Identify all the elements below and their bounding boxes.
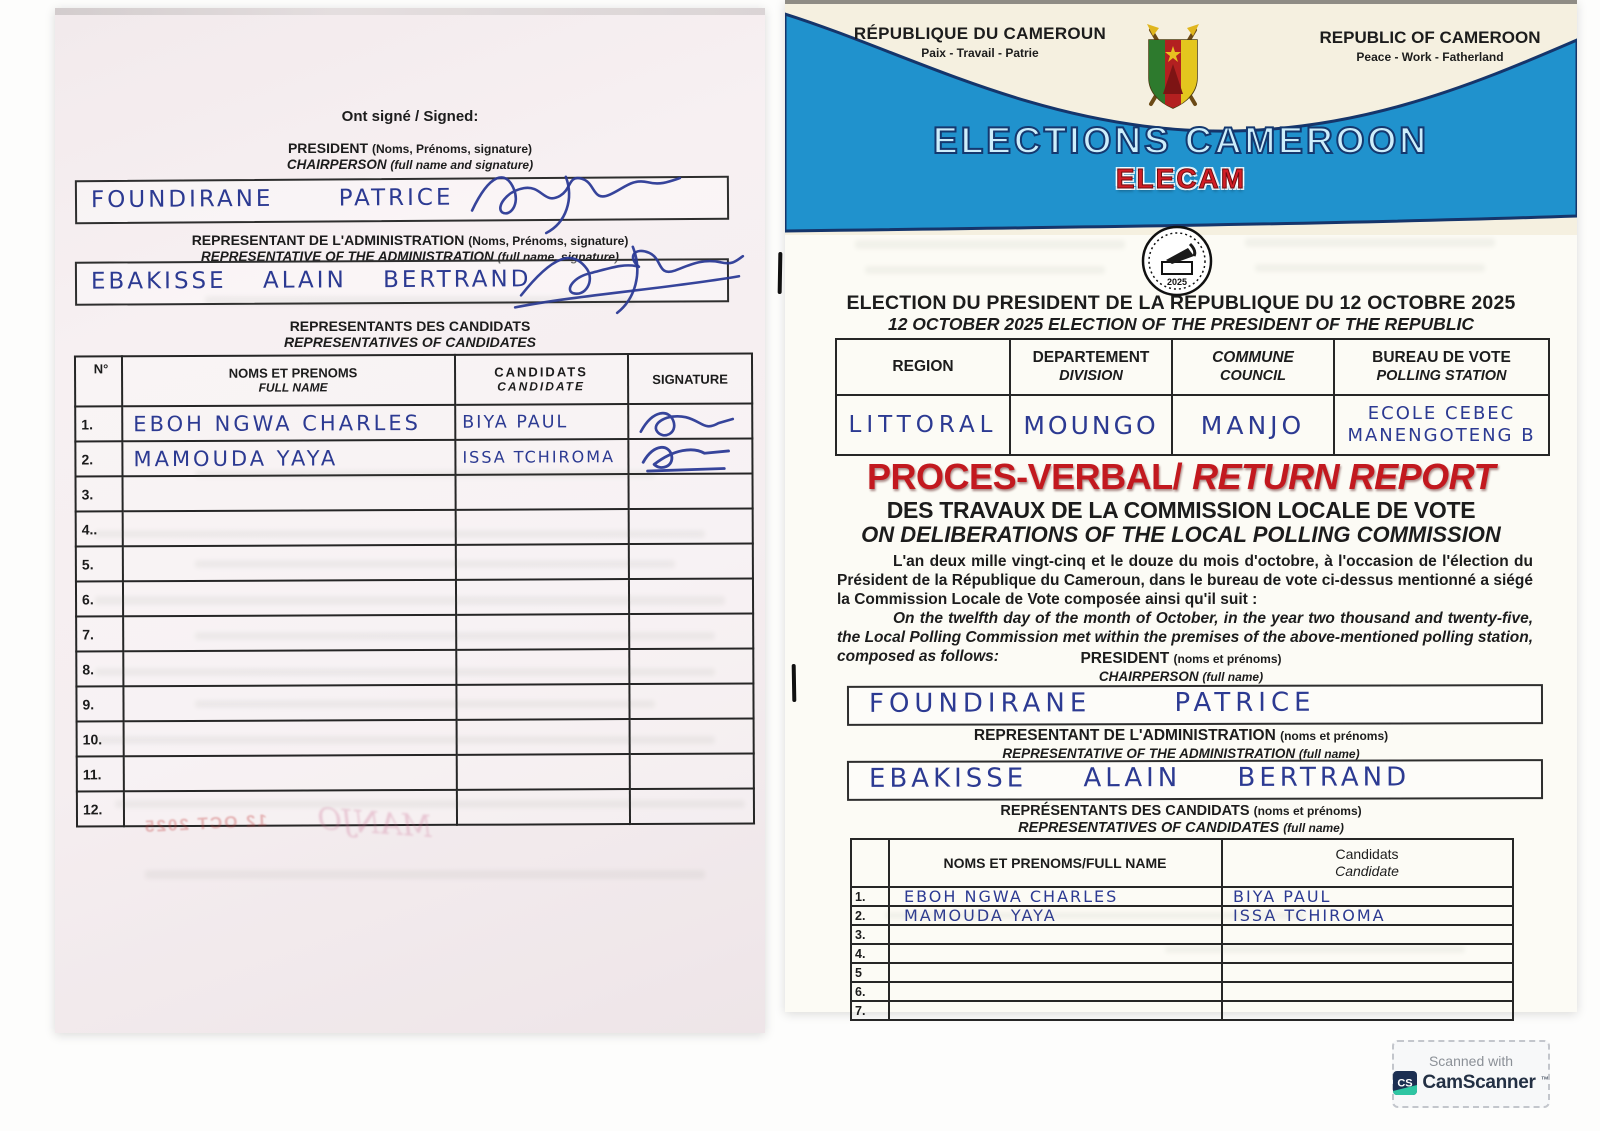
binder-mark xyxy=(792,664,797,702)
row-name xyxy=(124,755,457,791)
trademark-symbol: ™ xyxy=(1540,1074,1549,1084)
row-name: MAMOUDA YAYA xyxy=(122,440,455,476)
administration-name-box xyxy=(847,759,1543,801)
polling-station-value xyxy=(1334,395,1549,455)
camscanner-icon-text: CS xyxy=(1397,1077,1414,1090)
header-candidate xyxy=(1222,839,1513,887)
representatives-title-en: REPRESENTATIVES OF CANDIDATES xyxy=(1018,820,1280,836)
header-candidate-en: Candidate xyxy=(1335,863,1399,879)
table-row xyxy=(851,1001,1513,1020)
representatives-table xyxy=(850,838,1514,1021)
president-label-en: CHAIRPERSON xyxy=(1098,669,1199,684)
election-title-fr: ELECTION DU PRESIDENT DE LA REPUBLIQUE DU 12 OCTOBRE 2025 xyxy=(846,292,1516,314)
president-signature-icon xyxy=(462,154,693,241)
camscanner-caption: Scanned with xyxy=(1428,1053,1514,1069)
administration-paren-en: (full name) xyxy=(1298,747,1360,761)
report-title-en: RETURN REPORT xyxy=(1192,456,1495,497)
header-name-en: FULL NAME xyxy=(258,380,328,395)
row-candidate xyxy=(456,684,629,720)
header-region xyxy=(836,339,1010,395)
row-num: 11. xyxy=(77,756,124,791)
row-candidate xyxy=(456,579,629,615)
row-num: 3. xyxy=(76,476,123,511)
row-candidate xyxy=(1222,982,1513,1001)
header-candidate-fr: Candidats xyxy=(1335,846,1399,862)
row-candidate xyxy=(456,614,629,650)
table-row xyxy=(851,925,1513,944)
header-num xyxy=(851,839,889,887)
polling-station-line1: ECOLE CEBEC xyxy=(1367,403,1516,424)
bleed-through-date-stamp: 12 OCT 2025 xyxy=(142,810,268,837)
row-num: 6. xyxy=(76,581,123,616)
row-signature-cell xyxy=(629,649,753,685)
left-page-signatures xyxy=(55,8,765,1033)
row-candidate xyxy=(457,789,630,825)
header-division xyxy=(1010,339,1172,395)
row-name xyxy=(123,650,456,686)
table-row xyxy=(851,963,1513,982)
table-row xyxy=(75,439,752,477)
elections-cameroon-title: ELECTIONS CAMEROON xyxy=(933,120,1429,161)
row-name xyxy=(123,580,456,616)
row-num: 6. xyxy=(851,982,889,1001)
table-header-row xyxy=(75,354,752,407)
preamble-fr: L'an deux mille vingt-cinq et le douze du mois d'octobre, à l'occasion de l'élection du Président de la République du Cameroun, dans le bureau de vote ci-dessus mentionné a siégé la Commission Locale de Vote composée ainsi qu'il suit : xyxy=(837,553,1533,608)
president-label-fr: PRESIDENT xyxy=(1080,650,1170,667)
row-candidate xyxy=(457,754,630,790)
row-name xyxy=(123,475,456,511)
table-row xyxy=(851,887,1513,906)
logo-year: 2025 xyxy=(1166,277,1188,287)
table-row xyxy=(76,684,753,722)
row-name xyxy=(889,963,1222,982)
council-value: MANJO xyxy=(1200,410,1306,440)
republic-motto-fr: Paix - Travail - Patrie xyxy=(921,46,1039,60)
row-candidate xyxy=(455,474,628,510)
table-row xyxy=(76,649,753,687)
election-title-en: 12 OCTOBER 2025 ELECTION OF THE PRESIDENT OF THE REPUBLIC xyxy=(887,314,1475,334)
representatives-title-block xyxy=(785,803,1577,837)
preamble-en: On the twelfth day of the month of October, in the year two thousand and twenty-five, the Local Polling Commission met within the premises of the above-mentioned polling station, composed as follows: xyxy=(837,610,1533,665)
administration-paren-fr: (noms et prénoms) xyxy=(1280,729,1389,743)
president-name-box xyxy=(75,176,729,225)
location-table xyxy=(835,338,1550,456)
administration-label-en: REPRESENTATIVE OF THE ADMINISTRATION xyxy=(201,249,494,264)
table-row xyxy=(76,579,753,617)
row-name xyxy=(889,982,1222,1001)
representatives-paren-fr: (noms et prénoms) xyxy=(1253,804,1362,818)
table-row xyxy=(76,509,753,547)
report-subtitle-fr: DES TRAVAUX DE LA COMMISSION LOCALE DE VOTE xyxy=(886,497,1476,523)
row-name xyxy=(123,545,456,581)
header-council xyxy=(1172,339,1334,395)
row-name xyxy=(889,1001,1222,1020)
header-name xyxy=(122,355,455,406)
header-name: NOMS ET PRENOMS/FULL NAME xyxy=(889,839,1222,887)
row-signature-cell xyxy=(628,439,752,475)
location-values-row xyxy=(836,395,1549,455)
row-num: 2. xyxy=(75,441,122,476)
table-row xyxy=(76,544,753,582)
administration-name-handwritten: EBAKISSE ALAIN BERTRAND xyxy=(868,762,1411,794)
president-paren-fr: (Noms, Prénoms, signature) xyxy=(371,142,533,156)
row-num: 2. xyxy=(851,906,889,925)
row-name xyxy=(123,510,456,546)
header-region-fr: REGION xyxy=(892,358,954,375)
location-header-row xyxy=(836,339,1549,395)
header-num: N° xyxy=(75,356,122,406)
header-polling-station-fr: BUREAU DE VOTE xyxy=(1372,349,1511,366)
administration-label-fr: REPRESENTANT DE L'ADMINISTRATION xyxy=(973,727,1276,744)
table-row xyxy=(77,754,754,792)
representatives-title-fr: REPRESENTANTS DES CANDIDATS xyxy=(289,318,531,334)
table-header-row xyxy=(851,839,1513,887)
report-title-fr: PROCES-VERBAL/ xyxy=(867,456,1183,497)
header-council-fr: COMMUNE xyxy=(1212,349,1294,366)
bleed-through-artifact xyxy=(1255,264,1485,272)
header-candidate-fr: CANDIDATS xyxy=(494,364,588,380)
row-candidate xyxy=(1222,944,1513,963)
cameroon-coat-of-arms-icon xyxy=(1137,20,1209,115)
bleed-through-artifact xyxy=(865,266,1105,274)
row-num: 5. xyxy=(76,546,123,581)
administration-signature-icon xyxy=(507,232,747,328)
president-paren-en: (full name and signature) xyxy=(390,158,534,172)
administration-paren-fr: (Noms, Prénoms, signature) xyxy=(468,234,629,248)
table-row xyxy=(851,906,1513,925)
camscanner-badge xyxy=(1392,1040,1550,1108)
row-signature-cell xyxy=(630,754,754,790)
report-title xyxy=(785,456,1577,498)
row-num: 4. xyxy=(851,944,889,963)
row-signature-cell xyxy=(630,719,754,755)
president-label-fr: PRESIDENT xyxy=(287,140,369,156)
representatives-title-en: REPRESENTATIVES OF CANDIDATES xyxy=(283,334,537,350)
row-signature-cell xyxy=(629,684,753,720)
row-name xyxy=(123,615,456,651)
table-row xyxy=(851,982,1513,1001)
row-candidate xyxy=(457,719,630,755)
row-signature-cell xyxy=(629,579,753,615)
bleed-through-stamp: MANJO xyxy=(315,802,434,845)
header-name-fr: NOMS ET PRENOMS xyxy=(228,365,358,381)
row-num: 1. xyxy=(851,887,889,906)
header-candidate xyxy=(455,354,628,405)
header-council-en: COUNCIL xyxy=(1219,368,1287,384)
row-signature-cell xyxy=(629,544,753,580)
row-candidate xyxy=(456,544,629,580)
row-num: 7. xyxy=(851,1001,889,1020)
row-name xyxy=(889,944,1222,963)
scan-edge-artifact xyxy=(55,8,765,15)
row-candidate xyxy=(456,649,629,685)
row-candidate xyxy=(456,509,629,545)
row-num: 12. xyxy=(77,791,124,826)
president-label-en: CHAIRPERSON xyxy=(286,157,387,172)
preamble-block xyxy=(837,552,1533,666)
row-signature-cell xyxy=(628,404,752,440)
row-name: EBOH NGWA CHARLES xyxy=(889,887,1222,906)
representatives-title-fr: REPRÉSENTANTS DES CANDIDATS xyxy=(1000,803,1250,819)
row-name: EBOH NGWA CHARLES xyxy=(122,405,455,441)
administration-label-block xyxy=(785,727,1577,763)
row-num: 4.. xyxy=(76,511,123,546)
administration-label-fr: REPRESENTANT DE L'ADMINISTRATION xyxy=(191,232,465,248)
row-num: 9. xyxy=(76,686,123,721)
row-num: 8. xyxy=(76,651,123,686)
president-name-handwritten: FOUNDIRANE PATRICE xyxy=(90,184,454,214)
bleed-through-artifact xyxy=(855,240,1125,249)
row-candidate: BIYA PAUL xyxy=(1222,887,1513,906)
row-candidate: ISSA TCHIROMA xyxy=(455,439,628,475)
bleed-through-artifact xyxy=(145,870,705,879)
header-candidate-en: CANDIDATE xyxy=(497,379,586,394)
camscanner-brand: CamScanner xyxy=(1422,1072,1536,1093)
row-num: 5 xyxy=(851,963,889,982)
president-paren-fr: (noms et prénoms) xyxy=(1173,652,1282,666)
polling-station-line2: MANENGOTENG B xyxy=(1347,425,1536,446)
division-value: MOUNGO xyxy=(1023,410,1159,440)
signed-heading: Ont signé / Signed: xyxy=(341,108,479,125)
row-signature-cell xyxy=(629,509,753,545)
row-candidate xyxy=(1222,1001,1513,1020)
president-paren-en: (full name) xyxy=(1202,670,1264,684)
binder-mark xyxy=(778,252,783,294)
header-polling-station-en: POLLING STATION xyxy=(1376,368,1507,384)
administration-name-box xyxy=(75,258,729,305)
row-name xyxy=(123,685,456,721)
representatives-paren-en: (full name) xyxy=(1283,821,1344,835)
row-num: 3. xyxy=(851,925,889,944)
elecam-subtitle: ELECAM xyxy=(1115,163,1247,194)
table-row xyxy=(851,944,1513,963)
region-value: LITTORAL xyxy=(848,412,998,438)
report-subtitle-en: ON DELIBERATIONS OF THE LOCAL POLLING COMMISSION xyxy=(861,522,1501,547)
administration-paren-en: (full name, signature) xyxy=(497,250,619,264)
table-row xyxy=(76,614,753,652)
row-candidate: ISSA TCHIROMA xyxy=(1222,906,1513,925)
right-page-return-report xyxy=(785,0,1577,1018)
representatives-table xyxy=(74,353,755,828)
row-signature-cell xyxy=(629,614,753,650)
republic-title-fr: RÉPUBLIQUE DU CAMEROUN xyxy=(853,24,1107,43)
header-polling-station xyxy=(1334,339,1549,395)
row-num: 1. xyxy=(75,406,122,441)
row-candidate xyxy=(1222,963,1513,982)
row-candidate: BIYA PAUL xyxy=(455,404,628,440)
row-name xyxy=(889,925,1222,944)
header-division-fr: DEPARTEMENT xyxy=(1032,349,1150,366)
row-num: 7. xyxy=(76,616,123,651)
republic-motto-en: Peace - Work - Fatherland xyxy=(1356,50,1504,64)
president-label-block xyxy=(785,650,1577,686)
president-name-handwritten: FOUNDIRANE PATRICE xyxy=(868,687,1316,719)
row-signature-cell xyxy=(630,789,754,825)
table-row xyxy=(77,719,754,757)
row-name xyxy=(124,720,457,756)
row-signature-cell xyxy=(628,474,752,510)
elecam-2025-logo-icon xyxy=(1140,224,1214,298)
row-num: 10. xyxy=(77,721,124,756)
republic-title-en: REPUBLIC OF CAMEROON xyxy=(1319,28,1541,47)
bleed-through-artifact xyxy=(1245,238,1495,247)
table-row xyxy=(76,474,753,512)
camscanner-icon xyxy=(1393,1071,1417,1095)
header-division-en: DIVISION xyxy=(1059,368,1123,384)
header-signature: SIGNATURE xyxy=(628,354,752,405)
row-candidate xyxy=(1222,925,1513,944)
president-name-box xyxy=(847,684,1543,726)
representatives-title-block xyxy=(55,318,765,350)
administration-name-handwritten: EBAKISSE ALAIN BERTRAND xyxy=(90,266,532,295)
row-name: MAMOUDA YAYA xyxy=(889,906,1222,925)
administration-label-en: REPRESENTATIVE OF THE ADMINISTRATION xyxy=(1002,746,1296,761)
